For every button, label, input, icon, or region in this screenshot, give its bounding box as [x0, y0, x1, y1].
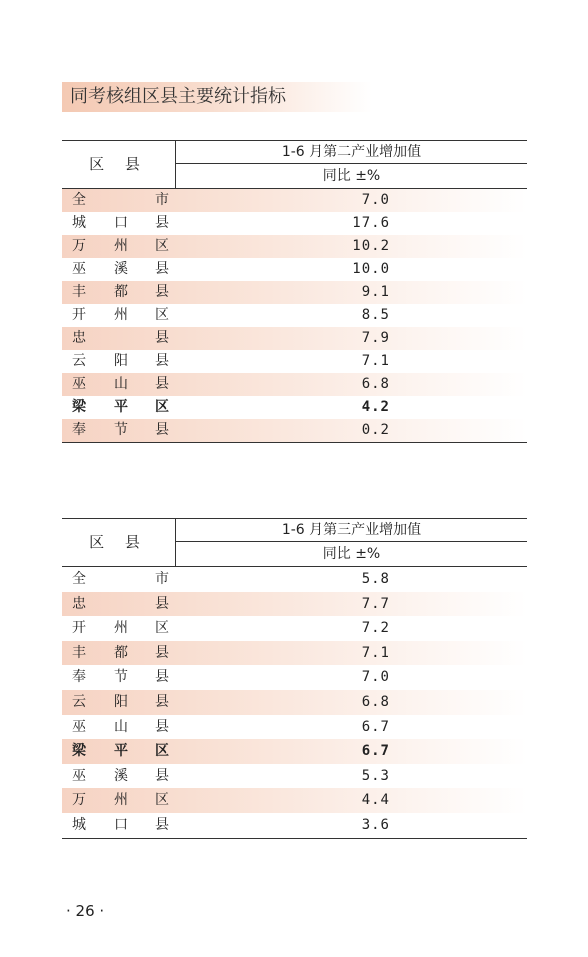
table-row	[62, 350, 527, 373]
region-name-char: 县	[155, 353, 169, 369]
region-name-char: 忠	[72, 330, 86, 346]
yoy-value: 7.0	[361, 669, 390, 686]
yoy-value: 10.0	[352, 261, 390, 277]
region-name-char: 县	[155, 595, 169, 612]
table-row	[62, 764, 527, 789]
region-name-char: 云	[72, 353, 86, 369]
table-row	[62, 739, 527, 764]
yoy-value: 6.8	[361, 693, 390, 710]
region-name-char: 忠	[72, 595, 86, 612]
table-row	[62, 304, 527, 327]
yoy-value: 17.6	[352, 215, 390, 231]
yoy-value: 4.2	[361, 399, 390, 415]
region-name-char: 州	[114, 307, 128, 323]
region-name-char: 巫	[72, 376, 86, 392]
region-name-char: 市	[155, 192, 169, 208]
region-name-char: 区	[155, 399, 169, 415]
yoy-sub-header: 同比 ±%	[322, 546, 381, 562]
metric-column-header: 1-6 月第二产业增加值	[176, 141, 527, 164]
table-row	[62, 690, 527, 715]
region-name-char: 奉	[72, 669, 86, 686]
table-row	[62, 616, 527, 641]
table-row	[62, 258, 527, 281]
yoy-value: 6.8	[361, 376, 390, 392]
region-name-char: 区	[155, 620, 169, 637]
region-name-char: 县	[155, 644, 169, 661]
region-column-header: 区 县	[62, 519, 176, 566]
region-name-char: 平	[114, 743, 128, 760]
region-name-char: 丰	[72, 284, 86, 300]
yoy-value: 7.7	[361, 595, 390, 612]
secondary-industry-table	[62, 140, 527, 443]
tertiary-industry-table	[62, 518, 527, 839]
table-row	[62, 813, 527, 838]
table-row	[62, 396, 527, 419]
region-name-char: 区	[155, 792, 169, 809]
region-name-char: 口	[114, 215, 128, 231]
yoy-value: 6.7	[361, 743, 390, 760]
table-header	[62, 140, 527, 189]
region-name-char: 区	[155, 307, 169, 323]
region-name-char: 州	[114, 620, 128, 637]
region-name-char: 巫	[72, 767, 86, 784]
region-name-char: 开	[72, 307, 86, 323]
region-name-char: 溪	[114, 767, 128, 784]
region-name-char: 县	[155, 422, 169, 438]
table-row	[62, 212, 527, 235]
region-name-char: 万	[72, 792, 86, 809]
yoy-value: 7.1	[361, 353, 390, 369]
region-name-char: 全	[72, 571, 86, 587]
table-row	[62, 235, 527, 258]
region-name-char: 阳	[114, 353, 128, 369]
region-name-char: 县	[155, 693, 169, 710]
yoy-value: 5.3	[361, 767, 390, 784]
table-row	[62, 189, 527, 212]
section-title: 同考核组区县主要统计指标	[62, 82, 372, 112]
region-name-char: 节	[114, 669, 128, 686]
yoy-value: 7.2	[361, 620, 390, 637]
region-name-char: 丰	[72, 644, 86, 661]
region-column-header: 区 县	[62, 141, 176, 188]
region-name-char: 全	[72, 192, 86, 208]
table-body	[62, 567, 527, 839]
region-name-char: 云	[72, 693, 86, 710]
yoy-value: 7.0	[361, 192, 390, 208]
region-name-char: 县	[155, 284, 169, 300]
table-header	[62, 518, 527, 567]
region-name-char: 口	[114, 816, 128, 833]
yoy-value: 3.6	[361, 816, 390, 833]
table-row	[62, 327, 527, 350]
yoy-value: 5.8	[361, 571, 390, 587]
table-row	[62, 641, 527, 666]
region-name-char: 开	[72, 620, 86, 637]
table-row	[62, 567, 527, 592]
region-name-char: 县	[155, 669, 169, 686]
region-name-char: 市	[155, 571, 169, 587]
table-row	[62, 419, 527, 442]
region-name-char: 节	[114, 422, 128, 438]
table-row	[62, 715, 527, 740]
region-name-char: 县	[155, 215, 169, 231]
region-name-char: 县	[155, 767, 169, 784]
yoy-value: 0.2	[361, 422, 390, 438]
region-name-char: 都	[114, 284, 128, 300]
region-name-char: 县	[155, 330, 169, 346]
region-name-char: 州	[114, 238, 128, 254]
region-name-char: 州	[114, 792, 128, 809]
yoy-value: 10.2	[352, 238, 390, 254]
yoy-value: 8.5	[361, 307, 390, 323]
region-name-char: 梁	[72, 399, 86, 415]
yoy-sub-header: 同比 ±%	[322, 168, 381, 184]
region-name-char: 区	[155, 238, 169, 254]
region-name-char: 县	[155, 718, 169, 735]
region-name-char: 梁	[72, 743, 86, 760]
region-name-char: 区	[155, 743, 169, 760]
region-name-char: 城	[72, 215, 86, 231]
yoy-value: 6.7	[361, 718, 390, 735]
table-row	[62, 281, 527, 304]
region-name-char: 巫	[72, 261, 86, 277]
region-name-char: 县	[155, 816, 169, 833]
region-name-char: 奉	[72, 422, 86, 438]
region-name-char: 县	[155, 261, 169, 277]
yoy-value: 9.1	[361, 284, 390, 300]
yoy-value: 7.9	[361, 330, 390, 346]
region-name-char: 溪	[114, 261, 128, 277]
page-number: · 26 ·	[66, 902, 105, 920]
yoy-value: 7.1	[361, 644, 390, 661]
region-name-char: 平	[114, 399, 128, 415]
region-name-char: 万	[72, 238, 86, 254]
metric-column-header: 1-6 月第三产业增加值	[176, 519, 527, 542]
region-name-char: 城	[72, 816, 86, 833]
table-row	[62, 665, 527, 690]
table-body	[62, 189, 527, 443]
table-row	[62, 788, 527, 813]
region-name-char: 都	[114, 644, 128, 661]
yoy-value: 4.4	[361, 792, 390, 809]
region-name-char: 县	[155, 376, 169, 392]
region-name-char: 阳	[114, 693, 128, 710]
region-name-char: 巫	[72, 718, 86, 735]
table-row	[62, 592, 527, 617]
table-row	[62, 373, 527, 396]
region-name-char: 山	[114, 718, 128, 735]
region-name-char: 山	[114, 376, 128, 392]
